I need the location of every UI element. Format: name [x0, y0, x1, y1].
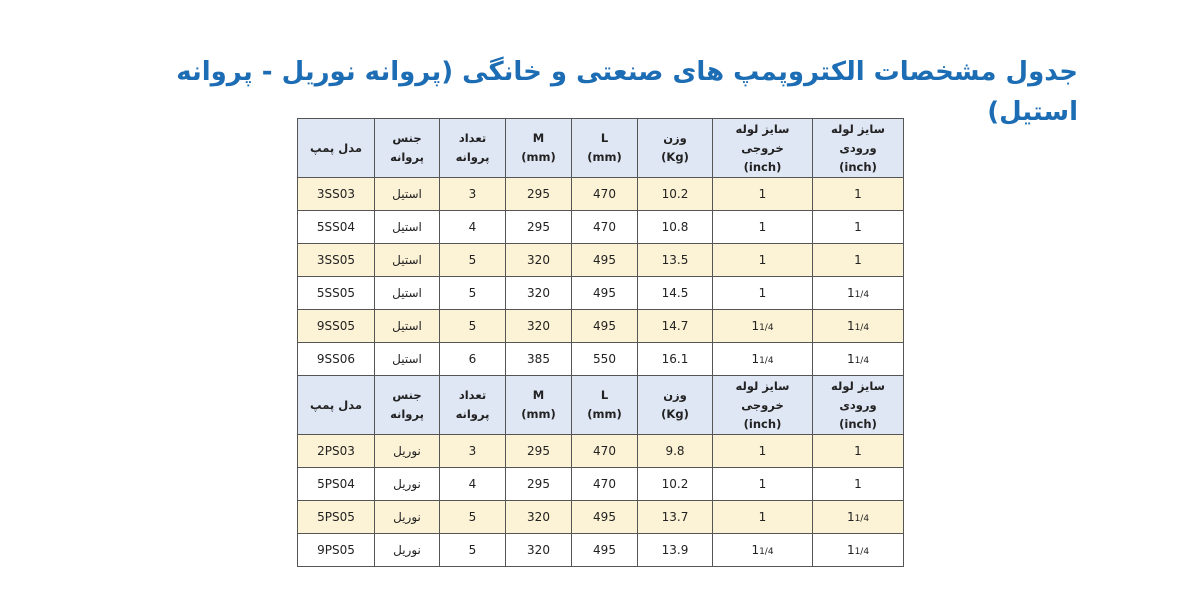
cell-outlet-whole: 1 [751, 543, 760, 557]
header-line: M [532, 131, 545, 145]
cell-count: 5 [440, 534, 506, 567]
header-l [572, 376, 638, 435]
cell-inlet [813, 310, 904, 343]
cell-outlet [713, 343, 813, 376]
table-row [298, 244, 904, 277]
cell-m: 320 [506, 244, 572, 277]
cell-model: 2PS03 [298, 435, 375, 468]
cell-outlet [713, 178, 813, 211]
header-line: M [532, 388, 545, 402]
cell-outlet [713, 435, 813, 468]
cell-material: نوریل [375, 435, 440, 468]
header-line: وزن [663, 131, 687, 145]
cell-m: 320 [506, 310, 572, 343]
header-m [506, 376, 572, 435]
header-line: سایز لوله [831, 378, 885, 393]
cell-inlet [813, 211, 904, 244]
cell-material: نوریل [375, 468, 440, 501]
cell-count: 3 [440, 178, 506, 211]
header-line: ورودی [839, 397, 877, 412]
cell-outlet [713, 468, 813, 501]
cell-m: 295 [506, 211, 572, 244]
cell-outlet-whole: 1 [751, 352, 760, 366]
cell-inlet-fraction: 1/4 [854, 356, 870, 366]
cell-model: 9SS05 [298, 310, 375, 343]
cell-material: نوریل [375, 501, 440, 534]
cell-model: 5PS04 [298, 468, 375, 501]
table-row [298, 343, 904, 376]
cell-inlet-whole: 1 [846, 352, 855, 366]
table-header-row [298, 119, 904, 178]
table-row [298, 211, 904, 244]
cell-inlet [813, 534, 904, 567]
header-line: سایز لوله [735, 121, 790, 136]
header-line: (mm) [587, 150, 622, 164]
cell-m: 295 [506, 178, 572, 211]
cell-inlet [813, 468, 904, 501]
header-line: (mm) [521, 407, 556, 421]
cell-outlet-whole: 1 [758, 477, 767, 491]
cell-inlet-fraction: 1/4 [854, 323, 870, 333]
cell-count: 5 [440, 501, 506, 534]
cell-weight: 10.2 [638, 178, 713, 211]
header-line: خروجی [741, 140, 784, 155]
table-row [298, 468, 904, 501]
header-m [506, 119, 572, 178]
header-model [298, 119, 375, 178]
header-count [440, 376, 506, 435]
cell-outlet [713, 310, 813, 343]
header-line: (mm) [587, 407, 622, 421]
header-line: جنس [392, 131, 422, 145]
header-line: پروانه [455, 407, 490, 421]
cell-weight: 13.7 [638, 501, 713, 534]
cell-count: 5 [440, 310, 506, 343]
header-line: مدل پمپ [310, 140, 362, 155]
header-outlet [713, 119, 813, 178]
header-line: تعداد [458, 388, 487, 402]
cell-l: 495 [572, 277, 638, 310]
header-line: وزن [663, 388, 687, 402]
cell-model: 3SS03 [298, 178, 375, 211]
cell-outlet-whole: 1 [758, 510, 767, 524]
cell-weight: 14.7 [638, 310, 713, 343]
cell-m: 320 [506, 534, 572, 567]
cell-inlet-whole: 1 [854, 477, 862, 491]
cell-m: 385 [506, 343, 572, 376]
cell-inlet [813, 343, 904, 376]
cell-material: استیل [375, 178, 440, 211]
cell-weight: 13.5 [638, 244, 713, 277]
cell-l: 470 [572, 178, 638, 211]
header-line: (inch) [839, 416, 877, 431]
cell-outlet-whole: 1 [751, 319, 760, 333]
cell-inlet [813, 244, 904, 277]
cell-model: 3SS05 [298, 244, 375, 277]
cell-inlet-whole: 1 [846, 510, 855, 524]
cell-inlet [813, 178, 904, 211]
cell-inlet-whole: 1 [846, 286, 855, 300]
header-line: L [600, 388, 609, 402]
cell-outlet [713, 501, 813, 534]
cell-model: 9PS05 [298, 534, 375, 567]
cell-inlet [813, 277, 904, 310]
cell-inlet-fraction: 1/4 [854, 290, 870, 300]
cell-inlet-whole: 1 [854, 187, 862, 201]
header-line: (inch) [839, 159, 877, 174]
cell-material: استیل [375, 211, 440, 244]
cell-outlet-fraction: 1/4 [759, 356, 774, 366]
header-line: (inch) [743, 159, 782, 174]
header-material [375, 376, 440, 435]
header-line: سایز لوله [735, 378, 790, 393]
cell-count: 5 [440, 244, 506, 277]
cell-weight: 14.5 [638, 277, 713, 310]
cell-weight: 16.1 [638, 343, 713, 376]
header-line: پروانه [390, 150, 424, 164]
cell-model: 5PS05 [298, 501, 375, 534]
cell-outlet [713, 211, 813, 244]
cell-outlet-whole: 1 [758, 444, 767, 458]
cell-outlet-whole: 1 [758, 286, 767, 300]
header-l [572, 119, 638, 178]
cell-material: استیل [375, 244, 440, 277]
cell-weight: 13.9 [638, 534, 713, 567]
header-inlet [813, 119, 904, 178]
header-line: پروانه [455, 150, 490, 164]
cell-l: 495 [572, 244, 638, 277]
cell-count: 4 [440, 211, 506, 244]
cell-model: 5SS04 [298, 211, 375, 244]
header-line: سایز لوله [831, 121, 885, 136]
table-row [298, 435, 904, 468]
header-line: خروجی [741, 397, 784, 412]
cell-l: 550 [572, 343, 638, 376]
cell-inlet-whole: 1 [854, 253, 862, 267]
cell-count: 3 [440, 435, 506, 468]
cell-outlet [713, 277, 813, 310]
cell-outlet-fraction: 1/4 [759, 547, 774, 557]
header-line: (Kg) [661, 407, 689, 421]
cell-outlet-fraction: 1/4 [759, 323, 774, 333]
header-line: مدل پمپ [310, 397, 362, 412]
table-header-row [298, 376, 904, 435]
cell-outlet [713, 244, 813, 277]
cell-m: 295 [506, 468, 572, 501]
header-inlet [813, 376, 904, 435]
table-row [298, 501, 904, 534]
cell-model: 9SS06 [298, 343, 375, 376]
cell-material: استیل [375, 310, 440, 343]
cell-outlet-whole: 1 [758, 187, 767, 201]
cell-material: نوریل [375, 534, 440, 567]
cell-l: 470 [572, 468, 638, 501]
cell-count: 6 [440, 343, 506, 376]
cell-weight: 10.2 [638, 468, 713, 501]
table-row [298, 534, 904, 567]
header-outlet [713, 376, 813, 435]
cell-l: 470 [572, 211, 638, 244]
cell-inlet [813, 435, 904, 468]
header-line: جنس [392, 388, 422, 402]
table-row [298, 277, 904, 310]
header-count [440, 119, 506, 178]
header-line: L [600, 131, 609, 145]
header-model [298, 376, 375, 435]
header-line: تعداد [458, 131, 487, 145]
header-line: (inch) [743, 416, 782, 431]
table-row [298, 310, 904, 343]
header-line: (mm) [521, 150, 556, 164]
header-weight [638, 119, 713, 178]
header-material [375, 119, 440, 178]
cell-m: 320 [506, 277, 572, 310]
cell-outlet-whole: 1 [758, 253, 767, 267]
pump-spec-table [297, 118, 904, 567]
cell-material: استیل [375, 343, 440, 376]
cell-inlet-fraction: 1/4 [854, 547, 870, 557]
table-row [298, 178, 904, 211]
cell-count: 5 [440, 277, 506, 310]
cell-inlet [813, 501, 904, 534]
header-line: پروانه [390, 407, 424, 421]
cell-outlet-whole: 1 [758, 220, 767, 234]
cell-m: 320 [506, 501, 572, 534]
cell-count: 4 [440, 468, 506, 501]
cell-inlet-whole: 1 [846, 319, 855, 333]
cell-outlet [713, 534, 813, 567]
cell-material: استیل [375, 277, 440, 310]
header-line: (Kg) [661, 150, 689, 164]
page-title: جدول مشخصات الکتروپمپ های صنعتی و خانگی (پروانه نوریل - پروانه استیل) [176, 57, 1078, 127]
cell-inlet-whole: 1 [854, 444, 862, 458]
cell-inlet-fraction: 1/4 [854, 514, 870, 524]
cell-weight: 10.8 [638, 211, 713, 244]
header-weight [638, 376, 713, 435]
cell-l: 495 [572, 501, 638, 534]
cell-model: 5SS05 [298, 277, 375, 310]
header-line: ورودی [839, 140, 877, 155]
cell-l: 495 [572, 310, 638, 343]
cell-l: 470 [572, 435, 638, 468]
cell-inlet-whole: 1 [846, 543, 855, 557]
cell-weight: 9.8 [638, 435, 713, 468]
cell-m: 295 [506, 435, 572, 468]
cell-l: 495 [572, 534, 638, 567]
cell-inlet-whole: 1 [854, 220, 862, 234]
